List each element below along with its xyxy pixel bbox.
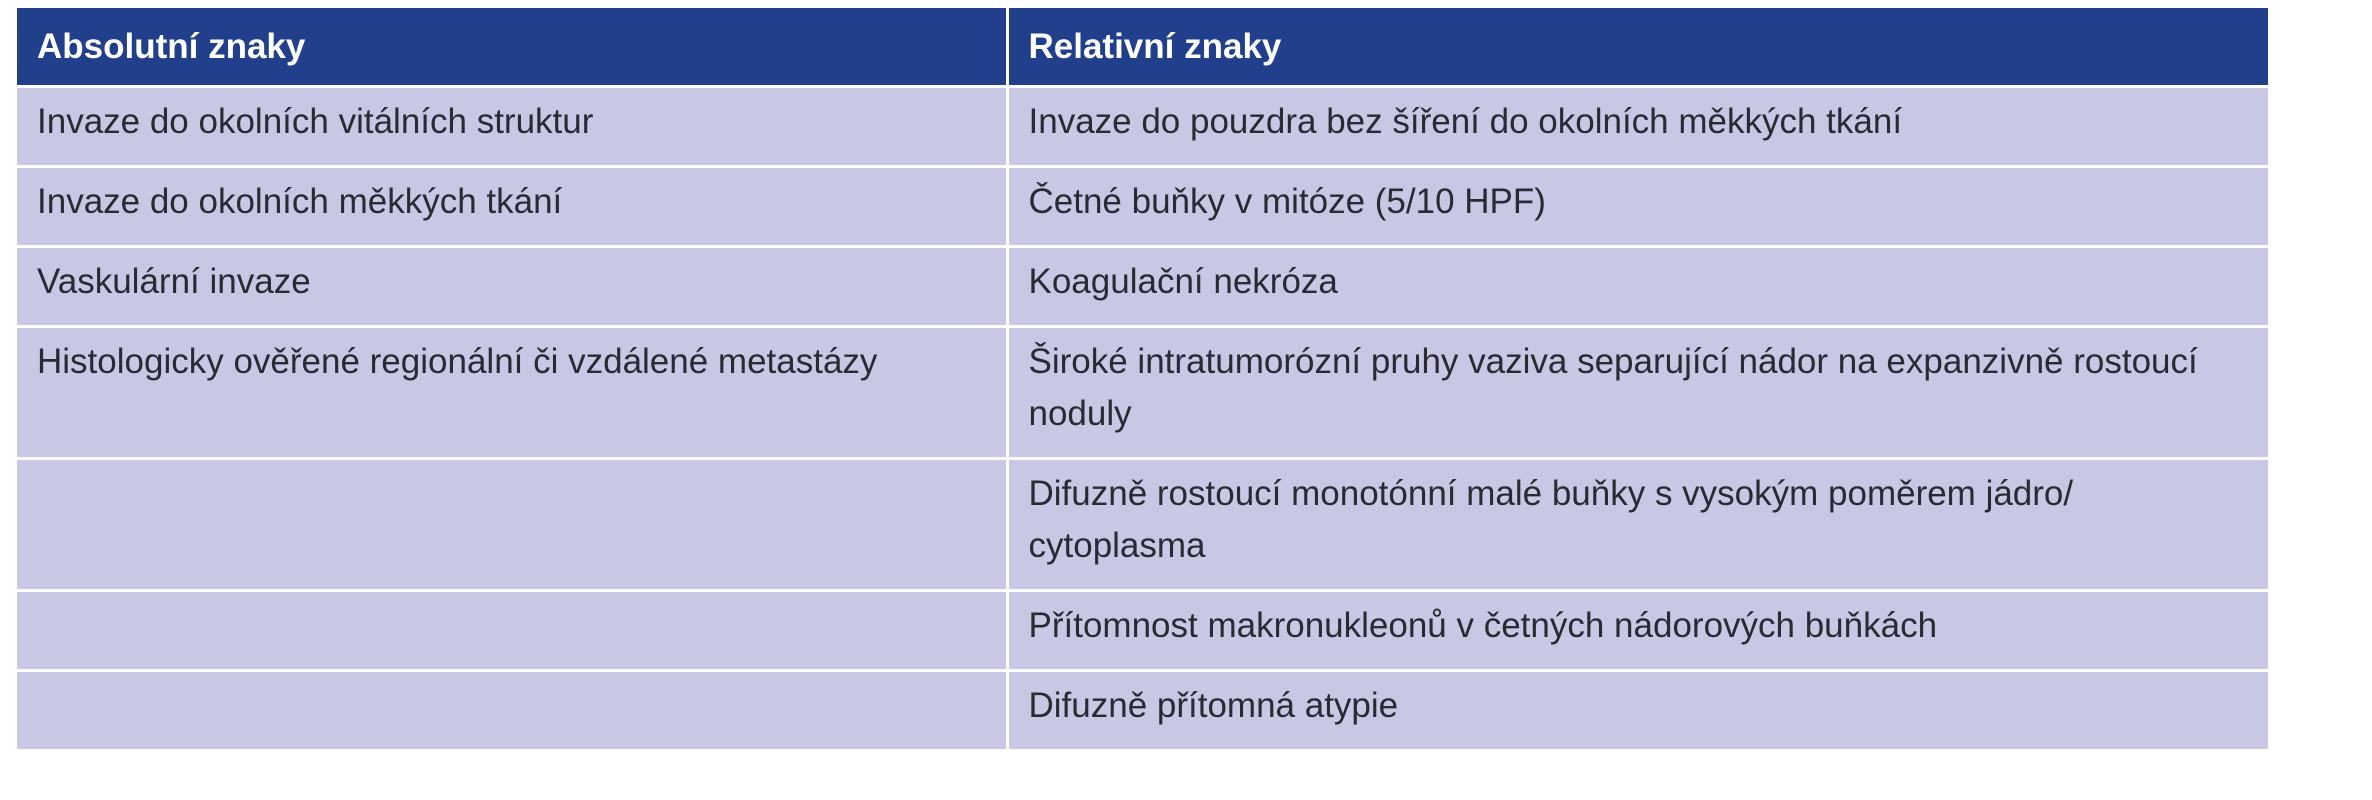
- table-row: [17, 167, 2268, 247]
- relative-sign-cell: Široké intratumorózní pruhy vaziva separující nádor na expanzivně rostoucí noduly: [1007, 327, 2268, 459]
- relative-sign-cell: Přítomnost makronukleonů v četných nádorových buňkách: [1007, 591, 2268, 671]
- table-header-row: [17, 8, 2268, 87]
- relative-sign-cell: Difuzně rostoucí monotónní malé buňky s vysokým poměrem jádro/ cytoplasma: [1007, 459, 2268, 591]
- absolute-sign-cell: Invaze do okolních vitálních struktur: [17, 87, 1007, 167]
- relative-sign-cell: Četné buňky v mitóze (5/10 HPF): [1007, 167, 2268, 247]
- relative-sign-cell: Koagulační nekróza: [1007, 247, 2268, 327]
- header-relative-signs: Relativní znaky: [1007, 8, 2268, 87]
- absolute-sign-cell: Histologicky ověřené regionální či vzdálené metastázy: [17, 327, 1007, 459]
- table-row: [17, 87, 2268, 167]
- absolute-sign-cell: [17, 459, 1007, 591]
- table-row: [17, 459, 2268, 591]
- criteria-table-container: [17, 8, 2268, 749]
- relative-sign-cell: Invaze do pouzdra bez šíření do okolních měkkých tkání: [1007, 87, 2268, 167]
- criteria-table: [17, 8, 2268, 749]
- table-row: [17, 591, 2268, 671]
- header-absolute-signs: Absolutní znaky: [17, 8, 1007, 87]
- absolute-sign-cell: [17, 671, 1007, 750]
- table-row: [17, 247, 2268, 327]
- table-row: [17, 327, 2268, 459]
- relative-sign-cell: Difuzně přítomná atypie: [1007, 671, 2268, 750]
- absolute-sign-cell: [17, 591, 1007, 671]
- absolute-sign-cell: Invaze do okolních měkkých tkání: [17, 167, 1007, 247]
- absolute-sign-cell: Vaskulární invaze: [17, 247, 1007, 327]
- table-row: [17, 671, 2268, 750]
